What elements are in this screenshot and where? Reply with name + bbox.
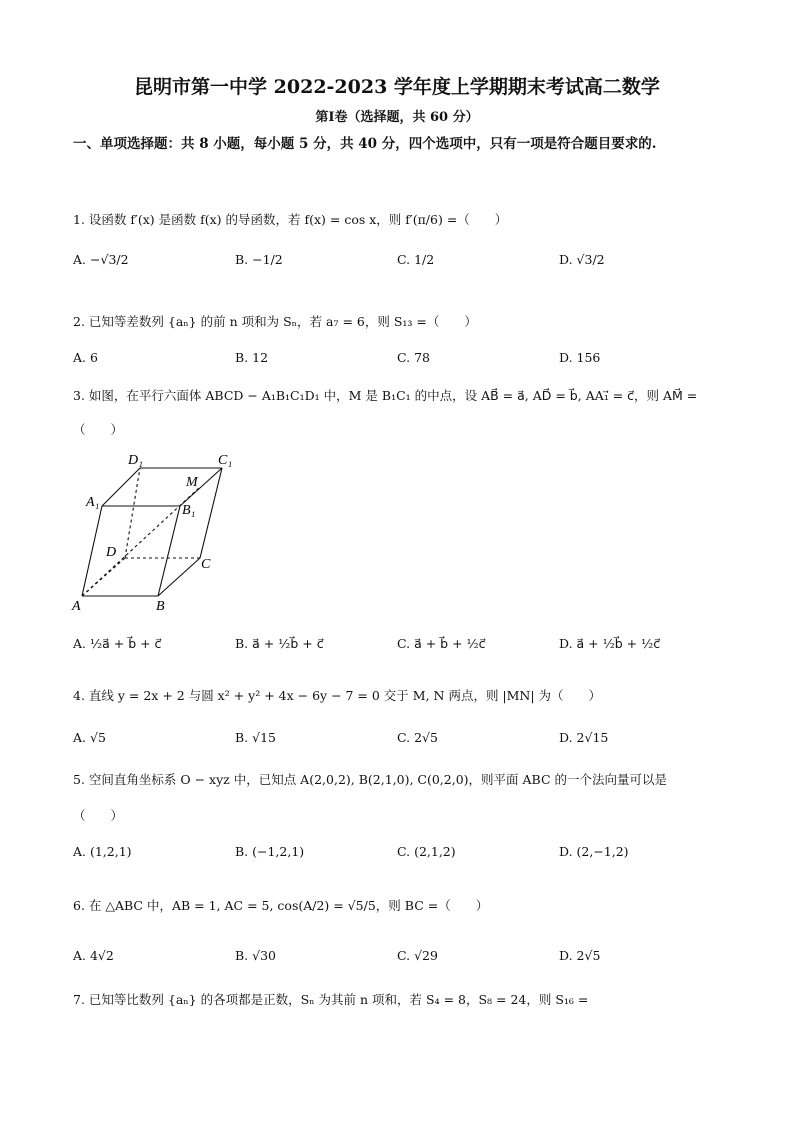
- q5-option-c: C. (2,1,2): [397, 844, 456, 859]
- label-m: M: [186, 475, 198, 490]
- q5-option-d: D. (2,−1,2): [559, 844, 629, 859]
- q6-option-d: D. 2√5: [559, 948, 601, 963]
- q2-option-d: D. 156: [559, 350, 601, 365]
- q1-option-b: B. −1/2: [235, 252, 283, 267]
- label-c1: C₁: [218, 453, 233, 468]
- q2-option-a: A. 6: [73, 350, 98, 365]
- label-a: A: [72, 599, 81, 614]
- q6-option-b: B. √30: [235, 948, 277, 963]
- section-heading: 一、单项选择题：共 8 小题，每小题 5 分，共 40 分，四个选项中，只有一项是符合题目要求的.: [73, 136, 657, 152]
- q6-option-a: A. 4√2: [73, 948, 114, 963]
- label-b: B: [156, 599, 165, 614]
- q5-option-a: A. (1,2,1): [73, 844, 132, 859]
- label-a1: A₁: [86, 495, 100, 510]
- question-6: 6. 在 △ABC 中，AB = 1, AC = 5, cos(A/2) = √5/5，则 BC =（ ）: [73, 898, 489, 913]
- q1-option-a: A. −√3/2: [73, 252, 129, 267]
- q1-option-d: D. √3/2: [559, 252, 605, 267]
- q4-option-c: C. 2√5: [397, 730, 438, 745]
- label-d: D: [106, 545, 117, 560]
- question-7: 7. 已知等比数列 {aₙ} 的各项都是正数，Sₙ 为其前 n 项和，若 S₄ = 8，S₈ = 24，则 S₁₆ =: [73, 992, 589, 1007]
- q2-option-c: C. 78: [397, 350, 430, 365]
- question-2: 2. 已知等差数列 {aₙ} 的前 n 项和为 Sₙ，若 a₇ = 6，则 S₁₃ =（ ）: [73, 314, 477, 329]
- q3-option-d: D. a⃗ + ½b⃗ + ½c⃗: [559, 636, 661, 651]
- q1-option-c: C. 1/2: [397, 252, 435, 267]
- q3-option-a: A. ½a⃗ + b⃗ + c⃗: [73, 636, 162, 651]
- q6-option-c: C. √29: [397, 948, 438, 963]
- question-5: 5. 空间直角坐标系 O − xyz 中，已知点 A(2,0,2), B(2,1,0), C(0,2,0)，则平面 ABC 的一个法向量可以是: [73, 772, 667, 787]
- question-1: 1. 设函数 f′(x) 是函数 f(x) 的导函数，若 f(x) = cos x，则 f′(π/6) =（ ）: [73, 212, 508, 227]
- q3-option-c: C. a⃗ + b⃗ + ½c⃗: [397, 636, 486, 651]
- q2-option-b: B. 12: [235, 350, 269, 365]
- question-3: 3. 如图，在平行六面体 ABCD − A₁B₁C₁D₁ 中，M 是 B₁C₁ 的中点，设 AB⃗ = a⃗, AD⃗ = b⃗, AA₁⃗ = c⃗，则 AM⃗ =: [73, 388, 698, 403]
- question-4: 4. 直线 y = 2x + 2 与圆 x² + y² + 4x − 6y − 7 = 0 交于 M, N 两点，则 |MN| 为（ ）: [73, 688, 602, 703]
- q5-option-b: B. (−1,2,1): [235, 844, 305, 859]
- page-subtitle: 第Ⅰ卷（选择题，共 60 分）: [315, 110, 479, 125]
- q4-option-d: D. 2√15: [559, 730, 609, 745]
- label-b1: B₁: [182, 503, 196, 518]
- label-c: C: [201, 557, 211, 572]
- page-title: 昆明市第一中学 2022-2023 学年度上学期期末考试高二数学: [134, 76, 660, 98]
- parallelepiped-figure: [70, 450, 240, 615]
- q4-option-a: A. √5: [73, 730, 106, 745]
- question-5-paren: （ ）: [73, 808, 124, 823]
- question-3-paren: （ ）: [73, 422, 124, 437]
- label-d1: D₁: [128, 453, 143, 468]
- q3-option-b: B. a⃗ + ½b⃗ + c⃗: [235, 636, 324, 651]
- q4-option-b: B. √15: [235, 730, 277, 745]
